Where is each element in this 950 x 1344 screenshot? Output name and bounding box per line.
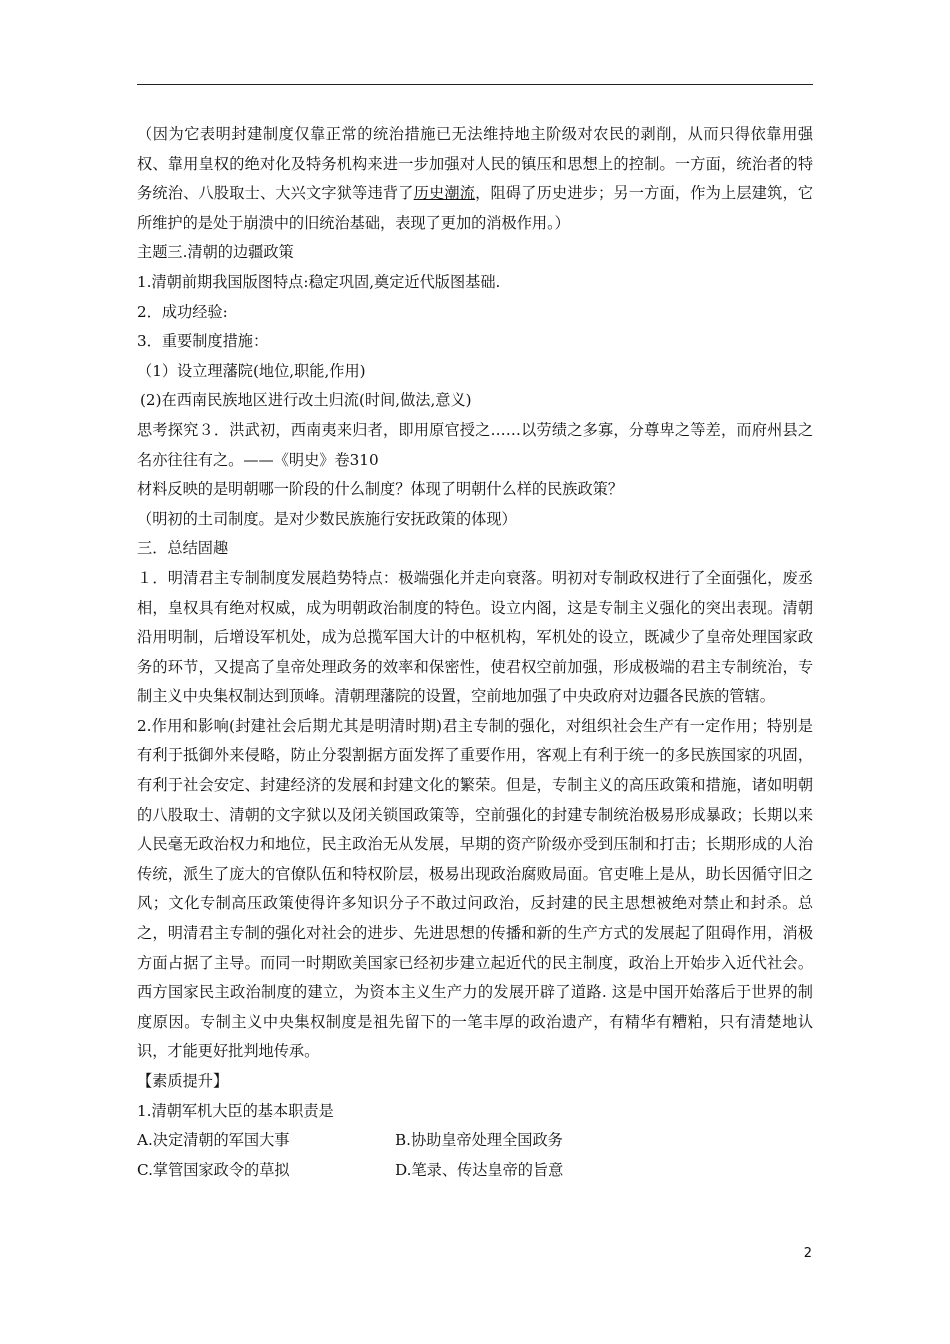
text-span: ，阻碍了历史进步；另一方面，作为上层建筑，它所维护的是处于崩溃中的旧统治基础，表现了更加的消极作用。） — [137, 184, 814, 232]
sub-item-2: (2)在西南民族地区进行改土归流(时间,做法,意义) — [140, 391, 472, 410]
option-d: D.笔录、传达皇帝的旨意 — [395, 1160, 564, 1179]
section-heading-summary: 三．总结固趣 — [137, 539, 229, 558]
section-heading-theme3: 主题三.清朝的边疆政策 — [137, 243, 294, 262]
answer: （明初的土司制度。是对少数民族施行安抚政策的体现） — [137, 509, 517, 528]
think-explore-3: 思考探究３．洪武初，西南夷来归者，即用原官授之……以劳绩之多寡，分尊卑之等差，而府州县之名亦往往有之。——《明史》卷310 — [137, 420, 813, 469]
question: 材料反映的是明朝哪一阶段的什么制度？体现了明朝什么样的民族政策？ — [137, 480, 623, 499]
option-a: A.决定清朝的军国大事 — [137, 1131, 290, 1150]
section-heading-quality: 【素质提升】 — [137, 1072, 229, 1090]
underlined-phrase: 历史潮流 — [413, 184, 476, 203]
list-item-3: 3．重要制度措施： — [137, 332, 269, 351]
list-item-1: 1.清朝前期我国版图特点:稳定巩固,奠定近代版图基础. — [137, 272, 501, 291]
sub-item-1: （1）设立理藩院(地位,职能,作用) — [137, 361, 366, 380]
header-rule — [137, 84, 813, 85]
exercise-question-1: 1.清朝军机大臣的基本职责是 — [137, 1101, 334, 1120]
option-b: B.协助皇帝处理全国政务 — [395, 1131, 563, 1150]
options-row-2 — [137, 1156, 813, 1186]
text-span: （因为它表明封建制度仅靠正常的统治措施已无法维持地主阶级对农民的剥削，从而只得依靠用强权、靠用皇权的绝对化及特务机构来进一步加强对人民的镇压和思想上的控制。一方面，统治者的特务统治、八股取士、大兴文字狱等违背了 — [137, 125, 813, 203]
paragraph-conclusion-note — [137, 120, 813, 238]
summary-paragraph-1: １．明清君主专制制度发展趋势特点：极端强化并走向衰落。明初对专制政权进行了全面强化，废丞相，皇权具有绝对权威，成为明朝政治制度的特色。设立内阁，这是专制主义强化的突出表现。清朝沿用明制，后增设军机处，成为总揽军国大计的中枢机构，军机处的设立，既减少了皇帝处理国家政务的环节，又提高了皇帝处理政务的效率和保密性，使君权空前加强，形成极端的君主专制统治，专制主义中央集权制达到顶峰。清朝理藩院的设置，空前地加强了中央政府对边疆各民族的管辖。 — [137, 568, 813, 706]
document-body — [137, 120, 813, 1185]
page-number: 2 — [803, 1246, 812, 1261]
option-c: C.掌管国家政令的草拟 — [137, 1160, 290, 1179]
options-row-1 — [137, 1126, 813, 1156]
list-item-2: 2．成功经验: — [137, 302, 228, 321]
summary-paragraph-2: 2.作用和影响(封建社会后期尤其是明清时期)君主专制的强化，对组织社会生产有一定作用；特别是有利于抵御外来侵略，防止分裂割据方面发挥了重要作用，客观上有利于统一的多民族国家的巩固，有利于社会安定、封建经济的发展和封建文化的繁荣。但是，专制主义的高压政策和措施，诸如明朝的八股取士、清朝的文字狱以及闭关锁国政策等，空前强化的封建专制统治极易形成暴政；长期以来人民毫无政治权力和地位，民主政治无从发展，早期的资产阶级亦受到压制和打击；长期形成的人治传统，派生了庞大的官僚队伍和特权阶层，极易出现政治腐败局面。官吏唯上是从，助长因循守旧之风；文化专制高压政策使得许多知识分子不敢过问政治，反封建的民主思想被绝对禁止和封杀。总之，明清君主专制的强化对社会的进步、先进思想的传播和新的生产方式的发展起了阻碍作用，消极方面占据了主导。而同一时期欧美国家已经初步建立起近代的民主制度，政治上开始步入近代社会。西方国家民主政治制度的建立，为资本主义生产力的发展开辟了道路. 这是中国开始落后于世界的制度原因。专制主义中央集权制度是祖先留下的一笔丰厚的政治遗产，有精华有糟粕，只有清楚地认识，才能更好批判地传承。 — [137, 716, 813, 1061]
